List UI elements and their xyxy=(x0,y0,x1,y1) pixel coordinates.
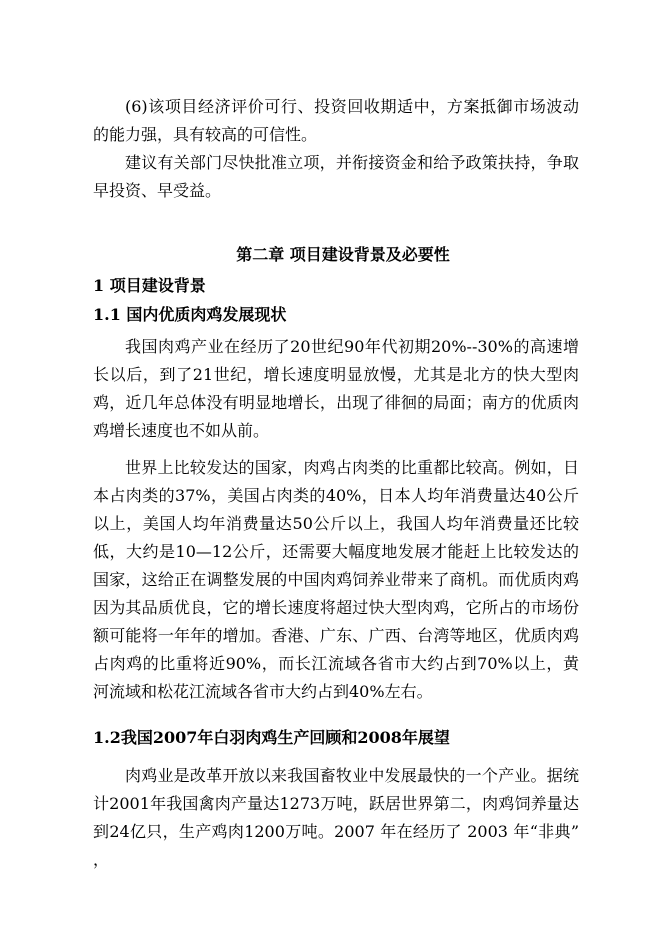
section-heading-1-2: 1.2我国2007年白羽肉鸡生产回顾和2008年展望 xyxy=(93,728,450,747)
paragraph-recommendation: 建议有关部门尽快批准立项，并衔接资金和给予政策扶持，争取早投资、早受益。 xyxy=(93,153,579,200)
section-heading-1: 1 项目建设背景 xyxy=(93,276,206,295)
section-heading-1-1: 1.1 国内优质肉鸡发展现状 xyxy=(93,305,287,324)
paragraph-conclusion: (6)该项目经济评价可行、投资回收期适中，方案抵御市场波动的能力强，具有较高的可信性。 xyxy=(93,97,579,144)
paragraph-domestic-status: 我国肉鸡产业在经历了20世纪90年代初期20%--30%的高速增长以后，到了21世纪，增长速度明显放慢，尤其是北方的快大型肉鸡，近几年总体没有明显地增长，出现了徘徊的局面；南方的优质肉鸡增长速度也不如从前。 xyxy=(93,337,579,440)
paragraph-world-comparison: 世界上比较发达的国家，肉鸡占肉类的比重都比较高。例如，日本占肉类的37%，美国占肉类的40%，日本人均年消费量达40公斤以上，美国人均年消费量达50公斤以上，我国人均年消费量还比较低，大约是10—12公斤，还需要大幅度地发展才能赶上比较发达的国家，这给正在调整发展的中国肉鸡饲养业带来了商机。而优质肉鸡因为其品质优良，它的增长速度将超过快大型肉鸡，它所占的市场份额可能将一年年的增加。香港、广东、广西、台湾等地区，优质肉鸡占肉鸡的比重将近90%，而长江流域各省市大约占到70%以上，黄河流域和松花江流域各省市大约占到40%左右。 xyxy=(93,458,579,701)
chapter-title: 第二章 项目建设背景及必要性 xyxy=(236,245,450,264)
paragraph-broiler-industry: 肉鸡业是改革开放以来我国畜牧业中发展最快的一个产业。据统计2001年我国禽肉产量达1273万吨，跃居世界第二，肉鸡饲养量达到24亿只，生产鸡肉1200万吨。2007 年在经历了 2003 年“非典” ， xyxy=(93,766,579,869)
